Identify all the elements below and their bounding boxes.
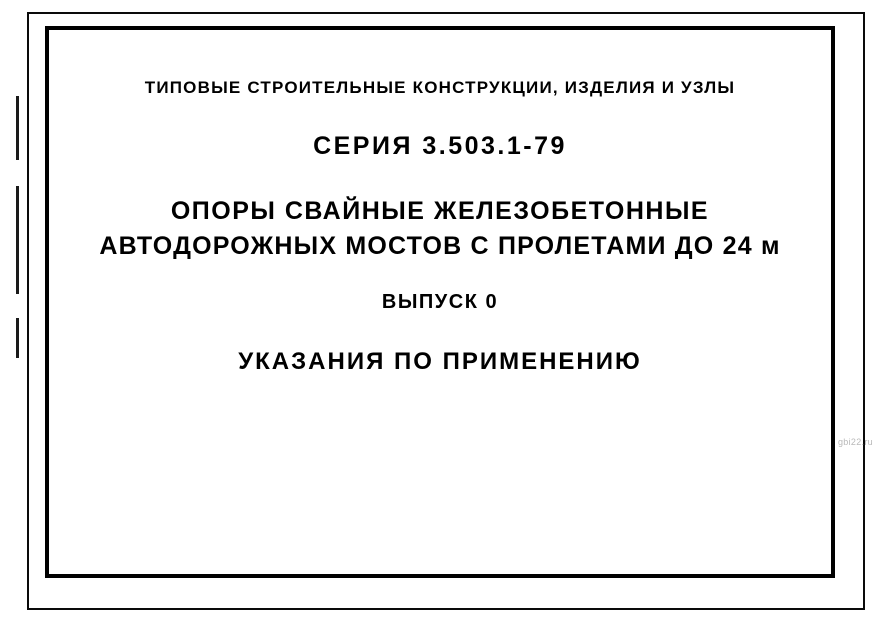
- scan-edge-tick-middle: [16, 186, 19, 294]
- standard-category-line: ТИПОВЫЕ СТРОИТЕЛЬНЫЕ КОНСТРУКЦИИ, ИЗДЕЛИЯ И УЗЛЫ: [144, 78, 736, 97]
- title-block: [60, 56, 820, 376]
- issue-number-line: ВЫПУСК 0: [381, 291, 499, 313]
- document-subtitle-line: УКАЗАНИЯ ПО ПРИМЕНЕНИЮ: [238, 348, 642, 375]
- document-title-line-2: АВТОДОРОЖНЫХ МОСТОВ С ПРОЛЕТАМИ ДО 24 м: [99, 232, 781, 260]
- document-title-line-1: ОПОРЫ СВАЙНЫЕ ЖЕЛЕЗОБЕТОННЫЕ: [170, 197, 710, 225]
- series-number-line: СЕРИЯ 3.503.1-79: [313, 132, 567, 160]
- watermark-text: gbi22.ru: [838, 437, 873, 447]
- scan-edge-tick-bottom: [16, 318, 19, 358]
- scan-edge-tick-top: [16, 96, 19, 160]
